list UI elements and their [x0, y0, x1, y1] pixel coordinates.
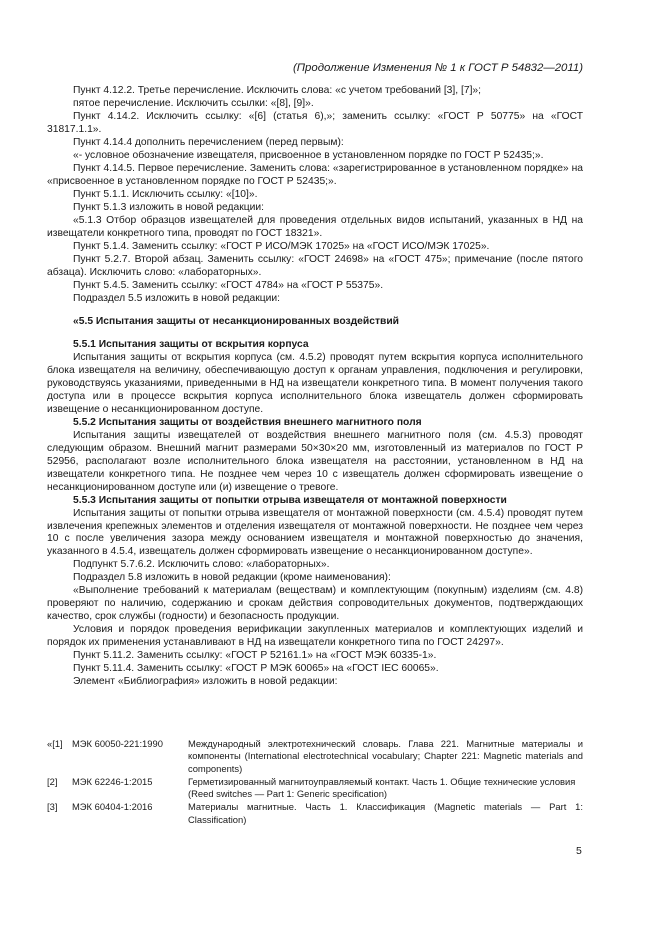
paragraph: Испытания защиты от попытки отрыва извещателя от монтажной поверхности (см. 4.5.4) проводят путем извлечения крепежных элементов и отделения извещателя от монтажной поверхности. Не позднее чем через 10 с после увеличения зазора между основанием извещателя и монтажной поверхностью до значения, указанного в 4.5.4, извещатель должен сформировать извещение о несанкционированном доступе». [47, 507, 583, 558]
spacer [47, 329, 583, 339]
paragraph: Подпункт 5.7.6.2. Исключить слово: «лабораторных». [73, 559, 330, 571]
paragraph: «Выполнение требований к материалам (веществам) и комплектующим (покупным) изделиям (см. 4.8) проверяют по наличию, содержанию и срокам действия сопроводительных документов, подтверждающих качество, срок службы (годности) и безопасность продукции. [47, 585, 583, 623]
paragraph: Элемент «Библиография» изложить в новой редакции: [73, 676, 338, 688]
spacer [47, 306, 583, 316]
paragraph: Условия и порядок проведения верификации закупленных материалов и комплектующих изделий и порядок их применения устанавливают в НД на извещатели конкретного типа по ГОСТ 24297». [47, 624, 583, 649]
paragraph: Пункт 4.14.4 дополнить перечислением (перед первым): [73, 136, 344, 148]
bibliography-text: Международный электротехнический словарь. Глава 221. Магнитные материалы и компоненты (International electrotechnical vocabulary; Chapter 221: Magnetic materials and components) [188, 738, 583, 774]
paragraph: Испытания защиты извещателей от воздействия внешнего магнитного поля (см. 4.5.3) проводят следующим образом. Внешний магнит размерами 50×30×20 мм, изготовленный из материалов по ГОСТ Р 52956, располагают возле исполнительного блока извещателя на расстоянии, установленном в НД на извещатели конкретного типа. Не позднее чем через 10 с извещатель должен сформировать извещение о несанкционированном доступе или (и) извещение о тревоге. [47, 429, 583, 493]
bibliography-code: МЭК 62246-1:2015 [72, 775, 153, 787]
paragraph: Пункт 5.11.2. Заменить ссылку: «ГОСТ Р 52161.1» на «ГОСТ МЭК 60335-1». [73, 650, 437, 662]
paragraph: Подраздел 5.8 изложить в новой редакции (кроме наименования): [73, 572, 391, 584]
paragraph: «- условное обозначение извещателя, присвоенное в установленном порядке по ГОСТ Р 52435;». [73, 149, 544, 161]
bibliography-item [47, 801, 583, 826]
paragraph: Пункт 5.4.5. Заменить ссылку: «ГОСТ 4784» на «ГОСТ Р 55375». [73, 279, 384, 291]
paragraph: «5.1.3 Отбор образцов извещателей для проведения отдельных видов испытаний, указанных в НД на извещатели конкретного типа, проводят по ГОСТ 18321». [47, 214, 583, 239]
paragraph: Пункт 4.14.2. Исключить ссылку: «[6] (статья 6),»; заменить ссылку: «ГОСТ Р 50775» на «ГОСТ 31817.1.1». [47, 110, 583, 135]
section-heading: 5.5.3 Испытания защиты от попытки отрыва извещателя от монтажной поверхности [73, 494, 507, 506]
page-number: 5 [576, 845, 582, 857]
bibliography-num: «[1] [47, 738, 63, 749]
document-body [47, 85, 583, 689]
bibliography-item [47, 776, 583, 801]
paragraph: Пункт 5.1.4. Заменить ссылку: «ГОСТ Р ИСО/МЭК 17025» на «ГОСТ ИСО/МЭК 17025». [73, 240, 490, 252]
bibliography-list [47, 738, 583, 827]
bibliography-code: МЭК 60404-1:2016 [72, 801, 153, 813]
page-header: (Продолжение Изменения № 1 к ГОСТ Р 54832—2011) [292, 62, 583, 74]
paragraph: Пункт 5.2.7. Второй абзац. Заменить ссылку: «ГОСТ 24698» на «ГОСТ 475»; примечание (после пятого абзаца). Исключить слово: «лабораторных». [47, 253, 583, 278]
paragraph: Пункт 4.12.2. Третье перечисление. Исключить слова: «с учетом требований [3], [7]»; [73, 85, 482, 96]
bibliography-item [47, 738, 583, 775]
paragraph: Испытания защиты от вскрытия корпуса (см. 4.5.2) проводят путем вскрытия корпуса исполнительного блока извещателя на величину, обеспечивающую доступ к органам управления, подключения и регулировки, руководствуясь указаниями, приведенными в НД на извещатели конкретного типа. В момент получения такого доступа или в процессе вскрытия корпуса исполнительного блока извещатель должен сформировать извещение о несанкционированном доступе. [47, 351, 583, 415]
paragraph: пятое перечисление. Исключить ссылки: «[8], [9]». [73, 97, 314, 109]
bibliography-text: Материалы магнитные. Часть 1. Классификация (Magnetic materials — Part 1: Classification) [188, 801, 583, 825]
bibliography-code: МЭК 60050-221:1990 [72, 738, 163, 749]
paragraph: Пункт 5.11.4. Заменить ссылку: «ГОСТ Р МЭК 60065» на «ГОСТ IEC 60065». [73, 663, 439, 675]
paragraph: Пункт 5.1.3 изложить в новой редакции: [73, 201, 265, 213]
paragraph: Пункт 4.14.5. Первое перечисление. Заменить слова: «зарегистрированное в установленном порядке» на «присвоенное в установленном порядке по ГОСТ Р 52435;». [47, 162, 583, 187]
bibliography-num: [2] [47, 775, 58, 787]
bibliography-text: Герметизированный магнитоуправляемый контакт. Часть 1. Общие технические условия (Reed switches — Part 1: Generic specification) [188, 775, 576, 800]
section-heading: 5.5.1 Испытания защиты от вскрытия корпуса [73, 338, 309, 350]
section-heading: 5.5.2 Испытания защиты от воздействия внешнего магнитного поля [73, 416, 422, 428]
paragraph: Подраздел 5.5 изложить в новой редакции: [73, 292, 281, 304]
bibliography-num: [3] [47, 801, 58, 813]
paragraph: Пункт 5.1.1. Исключить ссылку: «[10]». [73, 188, 258, 200]
section-heading: «5.5 Испытания защиты от несанкционированных воздействий [73, 315, 399, 327]
